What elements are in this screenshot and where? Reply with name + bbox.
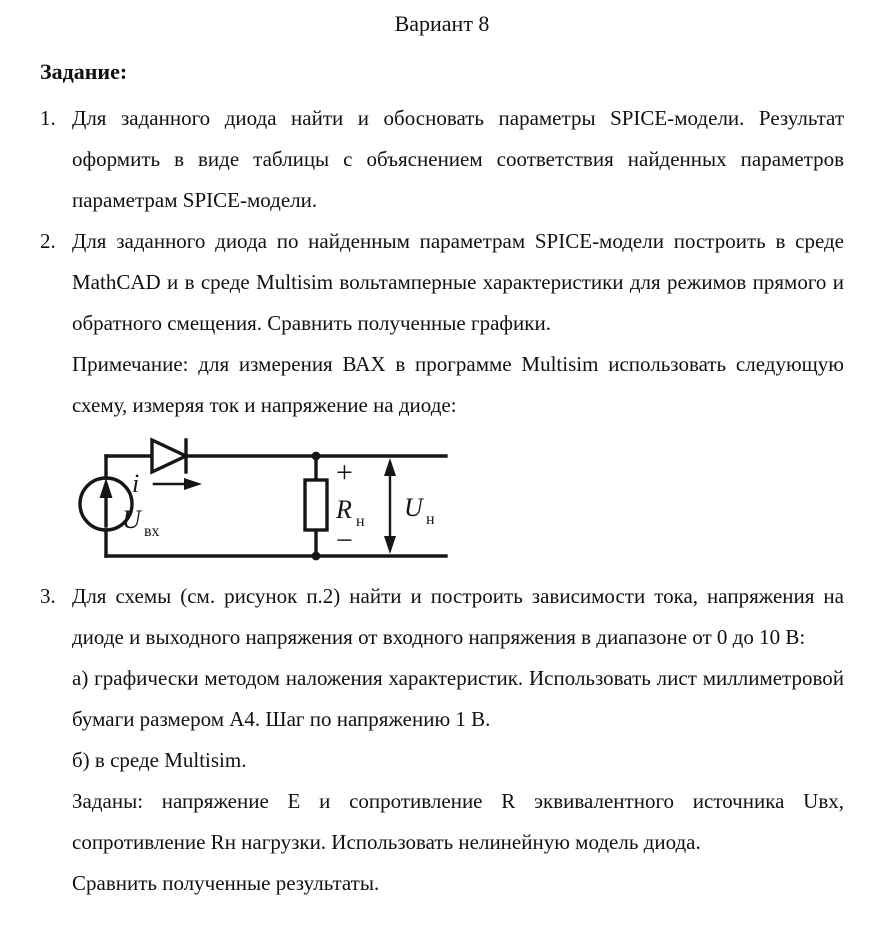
page-title: Вариант 8 xyxy=(394,11,490,36)
junction-dot-bottom xyxy=(312,552,321,561)
task-number: 3. xyxy=(40,584,56,608)
current-arrowhead-icon xyxy=(184,478,202,490)
task-item-3 xyxy=(40,576,844,658)
output-voltage-subscript: н xyxy=(426,511,435,528)
note-paragraph: Примечание: для измерения ВАХ в программе Multisim использовать следующую схему, измеряя ток и напряжение на диоде: xyxy=(72,352,844,417)
plus-sign: + xyxy=(336,456,353,489)
task-number: 2. xyxy=(40,229,56,253)
minus-sign: − xyxy=(336,524,353,557)
source-arrowhead-icon xyxy=(100,478,113,498)
compare-paragraph: Сравнить полученные результаты. xyxy=(72,871,380,895)
resistor-label: R xyxy=(336,495,352,524)
input-voltage-subscript: вх xyxy=(144,523,160,540)
voltage-arrowhead-top-icon xyxy=(384,458,396,476)
resistor-icon xyxy=(305,480,327,530)
diode-icon xyxy=(152,440,186,472)
task-text: Для схемы (см. рисунок п.2) найти и построить зависимости тока, напряжения на диоде и выходного напряжения от входного напряжения в диапазоне от 0 до 10 В: xyxy=(72,584,844,649)
junction-dot-top xyxy=(312,452,321,461)
resistor-subscript: н xyxy=(356,513,365,530)
task-text: Для заданного диода найти и обосновать параметры SPICE-модели. Результат оформить в виде таблицы с объяснением соответствия найденных параметров параметрам SPICE-модели. xyxy=(72,106,844,212)
task-item-1 xyxy=(40,98,844,221)
given-paragraph: Заданы: напряжение E и сопротивление R эквивалентного источника Uвх, сопротивление Rн нагрузки. Использовать нелинейную модель диода. xyxy=(72,789,844,854)
task-number: 1. xyxy=(40,106,56,130)
section-heading: Задание: xyxy=(40,59,128,84)
task-item-2 xyxy=(40,221,844,344)
subitem-a: а) графически методом наложения характеристик. Использовать лист миллиметровой бумаги размером А4. Шаг по напряжению 1 В. xyxy=(72,666,844,731)
current-label: i xyxy=(132,469,140,498)
output-voltage-label: U xyxy=(404,493,423,522)
subitem-b: б) в среде Multisim. xyxy=(72,748,247,772)
circuit-diagram xyxy=(74,428,474,574)
circuit-figure xyxy=(74,428,474,574)
voltage-arrowhead-bottom-icon xyxy=(384,536,396,554)
input-voltage-label: U xyxy=(122,505,141,534)
task-text: Для заданного диода по найденным параметрам SPICE-модели построить в среде MathCAD и в среде Multisim вольтамперные характеристики для режимов прямого и обратного смещения. Сравнить полученные графики. xyxy=(72,229,844,335)
